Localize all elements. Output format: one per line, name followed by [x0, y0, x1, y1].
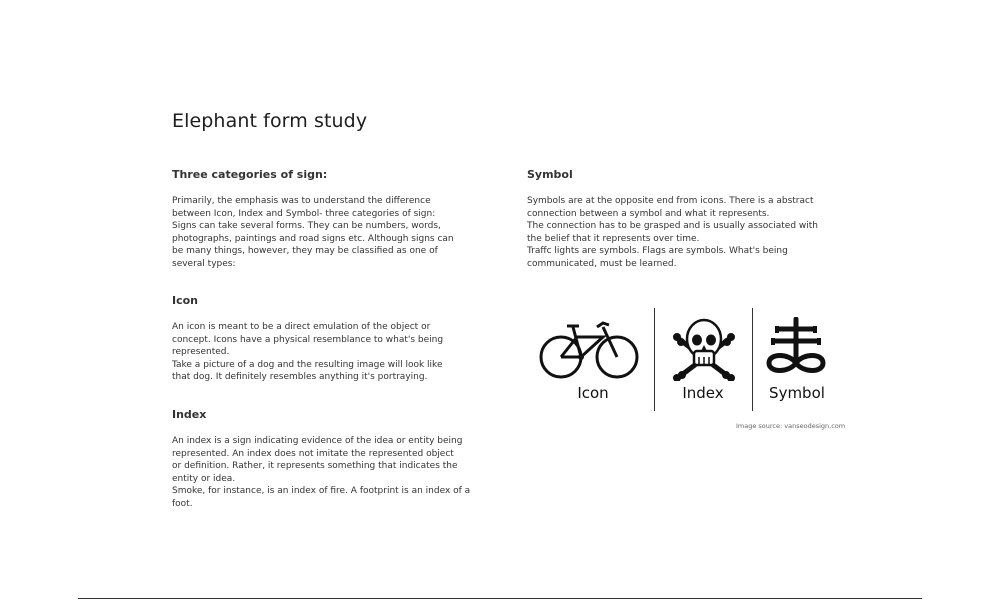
icon-heading: Icon — [172, 294, 199, 307]
symbol-figure-label: Symbol — [769, 384, 825, 402]
symbol-heading: Symbol — [527, 168, 573, 181]
sign-types-figure — [535, 305, 835, 415]
index-heading: Index — [172, 408, 207, 421]
icon-section — [172, 294, 472, 384]
categories-heading: Three categories of sign: — [172, 168, 328, 181]
icon-body: An icon is meant to be a direct emulation of the object or concept. Icons have a physical resemblance to what's being represented. Take a picture of a dog and the resulting image will look like that dog. It definitely resembles anything it's portraying. — [172, 322, 444, 383]
page-title: Elephant form study — [172, 110, 368, 132]
index-section — [172, 408, 472, 511]
categories-section — [172, 168, 472, 271]
icon-figure-label: Icon — [577, 384, 609, 402]
image-source-caption: Image source: vanseodesign.com — [736, 422, 846, 430]
index-body: An index is a sign indicating evidence of the idea or entity being represented. An index does not imitate the represented object or definition. Rather, it represents something that indicates the entity or idea. Smoke, for instance, is an index of fire. A footprint is an index of a foot. — [172, 436, 471, 509]
footer-rule — [78, 598, 922, 599]
symbol-section — [527, 168, 827, 271]
categories-body: Primarily, the emphasis was to understand the difference between Icon, Index and Symbol- three categories of sign: Signs can take several forms. They can be numbers, words, photographs, paintings and road signs etc. Although signs can be many things, however, they may be classified as one of several types: — [172, 196, 454, 269]
skull-crossbones-icon — [671, 315, 737, 381]
figure-divider — [654, 308, 655, 411]
leviathan-cross-icon — [763, 317, 829, 381]
bicycle-icon — [537, 315, 641, 381]
symbol-body: Symbols are at the opposite end from icons. There is a abstract connection between a symbol and what it represents. The connection has to be grasped and is usually associated with the belief that it represents over time. Traffc lights are symbols. Flags are symbols. What's being communicated, must be learned. — [527, 196, 819, 269]
index-figure-label: Index — [682, 384, 724, 402]
